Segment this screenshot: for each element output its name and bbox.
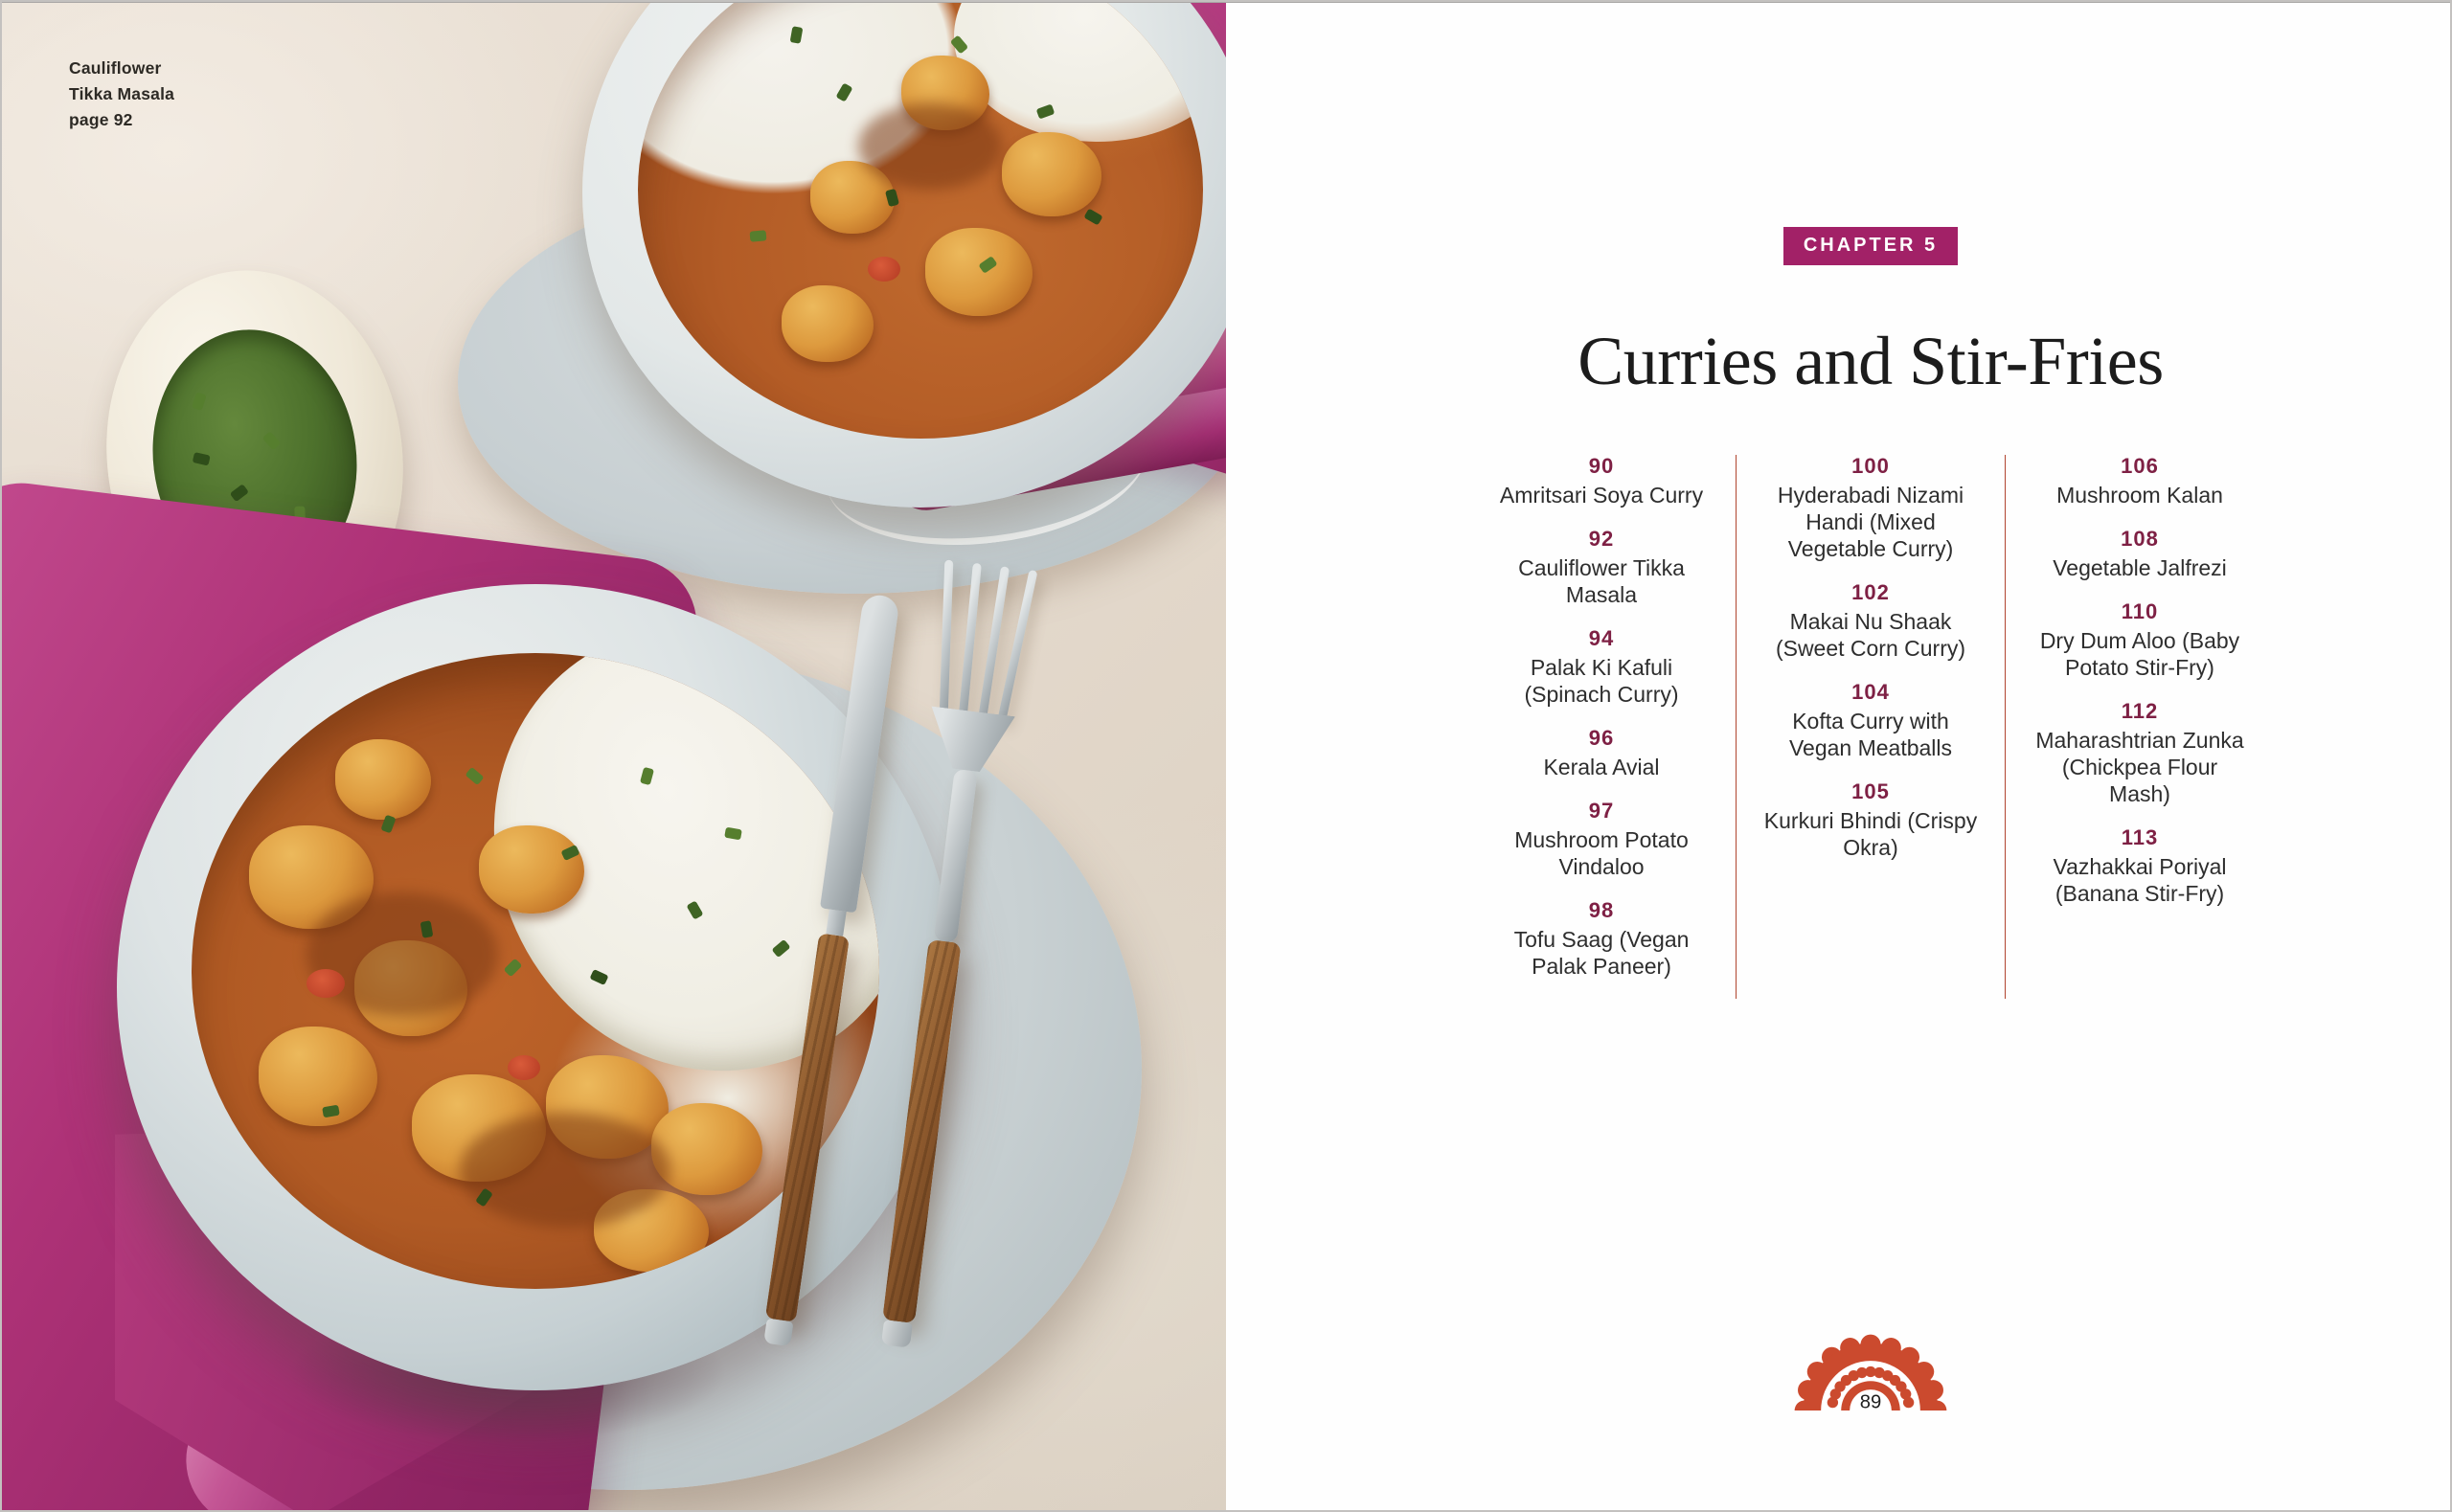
- knife-bolster: [826, 910, 846, 937]
- curry-chunk: [259, 1027, 377, 1126]
- tomato-piece: [306, 969, 345, 998]
- entry-page-number: 110: [2121, 599, 2159, 623]
- chapter-badge: CHAPTER 5: [1783, 227, 1958, 265]
- photo-caption: [69, 56, 174, 133]
- toc-entry: [1763, 581, 1979, 662]
- toc-page: [1226, 0, 2452, 1512]
- entry-page-number: 97: [1588, 799, 1615, 823]
- entry-page-number: 106: [2121, 454, 2159, 478]
- entry-title: Dry Dum Aloo (Baby Potato Stir-Fry): [2039, 628, 2240, 680]
- toc-column-3: [2006, 455, 2274, 999]
- toc-entry: [1494, 899, 1710, 980]
- entry-title: Vegetable Jalfrezi: [2053, 555, 2227, 580]
- entry-title: Kerala Avial: [1543, 755, 1660, 779]
- toc-entry: [1763, 455, 1979, 562]
- tomato-piece: [508, 1055, 540, 1080]
- curry-chunk: [925, 228, 1033, 316]
- toc-entry: [1763, 780, 1979, 861]
- sun-ornament-icon: [1793, 1333, 1948, 1410]
- entry-title: Makai Nu Shaak (Sweet Corn Curry): [1775, 609, 1966, 661]
- fork-tine: [940, 560, 954, 713]
- page-number: 89: [1859, 1391, 1882, 1410]
- entry-title: Kofta Curry with Vegan Meatballs: [1788, 709, 1953, 760]
- entry-page-number: 105: [1851, 779, 1890, 803]
- cilantro-speck: [193, 452, 211, 466]
- fork-shoulder: [924, 706, 1015, 775]
- cilantro-speck: [262, 431, 282, 450]
- entry-title: Hyderabadi Nizami Handi (Mixed Vegetable Curry): [1777, 483, 1964, 561]
- cilantro-speck: [192, 392, 207, 411]
- entry-title: Cauliflower Tikka Masala: [1518, 555, 1685, 607]
- curry-chunk: [479, 825, 584, 914]
- toc-entry: [1500, 455, 1703, 508]
- cilantro-speck: [504, 959, 523, 978]
- entry-title: Amritsari Soya Curry: [1499, 483, 1704, 508]
- toc-entry: [2032, 700, 2248, 807]
- toc-entry: [1494, 627, 1710, 708]
- caption-line-2: Tikka Masala: [69, 84, 175, 103]
- cilantro-speck: [835, 82, 852, 102]
- toc-column-1: [1467, 455, 1736, 999]
- toc-entry: [1543, 727, 1659, 780]
- entry-page-number: 113: [2121, 825, 2159, 849]
- entry-page-number: 96: [1588, 726, 1615, 750]
- curry-sauce: [858, 103, 1002, 190]
- toc-entry: [1494, 800, 1710, 880]
- entry-page-number: 102: [1851, 580, 1890, 604]
- rice: [954, 0, 1203, 142]
- entry-title: Vazhakkai Poriyal (Banana Stir-Fry): [2053, 854, 2227, 906]
- curry-chunk: [1002, 132, 1101, 216]
- caption-line-3: page 92: [69, 110, 133, 129]
- cilantro-speck: [465, 767, 484, 785]
- entry-page-number: 92: [1588, 527, 1615, 551]
- toc-entry: [2053, 528, 2227, 581]
- toc-entry: [2032, 826, 2248, 907]
- fork-tine: [959, 563, 982, 716]
- toc-column-2: [1737, 455, 2005, 999]
- entry-title: Tofu Saag (Vegan Palak Paneer): [1513, 927, 1690, 979]
- curry-sauce: [460, 1113, 670, 1228]
- fork-metal-tip: [881, 1320, 913, 1347]
- toc-entry: [1494, 528, 1710, 608]
- entry-page-number: 108: [2121, 527, 2159, 551]
- toc-entry: [2056, 455, 2223, 508]
- curry-chunk: [335, 739, 431, 820]
- fork-wooden-handle: [882, 939, 961, 1323]
- cilantro-speck: [230, 484, 249, 502]
- entry-page-number: 100: [1851, 454, 1890, 478]
- entry-title: Mushroom Kalan: [2056, 483, 2223, 508]
- sun-ornament: [1793, 1333, 1948, 1411]
- toc-entry: [1763, 681, 1979, 761]
- top-bowl-food: [638, 0, 1203, 439]
- caption-line-1: Cauliflower: [69, 58, 162, 78]
- fork-neck: [934, 769, 978, 943]
- toc-columns: [1467, 455, 2274, 999]
- entry-title: Kurkuri Bhindi (Crispy Okra): [1763, 808, 1978, 860]
- curry-sauce: [306, 892, 498, 1017]
- toc-entry: [2032, 600, 2248, 681]
- entry-title: Maharashtrian Zunka (Chickpea Flour Mash): [2035, 728, 2244, 806]
- entry-page-number: 98: [1588, 898, 1615, 922]
- entry-page-number: 112: [2121, 699, 2159, 723]
- cilantro-speck: [790, 26, 804, 44]
- fork-tines: [933, 560, 1032, 724]
- knife-metal-tip: [763, 1319, 793, 1347]
- tomato-piece: [868, 257, 900, 282]
- curry-chunk: [782, 285, 874, 362]
- entry-page-number: 90: [1588, 454, 1615, 478]
- entry-title: Mushroom Potato Vindaloo: [1514, 827, 1689, 879]
- entry-title: Palak Ki Kafuli (Spinach Curry): [1524, 655, 1679, 707]
- chapter-title: Curries and Stir-Fries: [1578, 323, 2164, 399]
- entry-page-number: 94: [1588, 626, 1615, 650]
- entry-page-number: 104: [1851, 680, 1890, 704]
- cilantro-speck: [750, 230, 767, 241]
- cilantro-speck: [1083, 208, 1102, 225]
